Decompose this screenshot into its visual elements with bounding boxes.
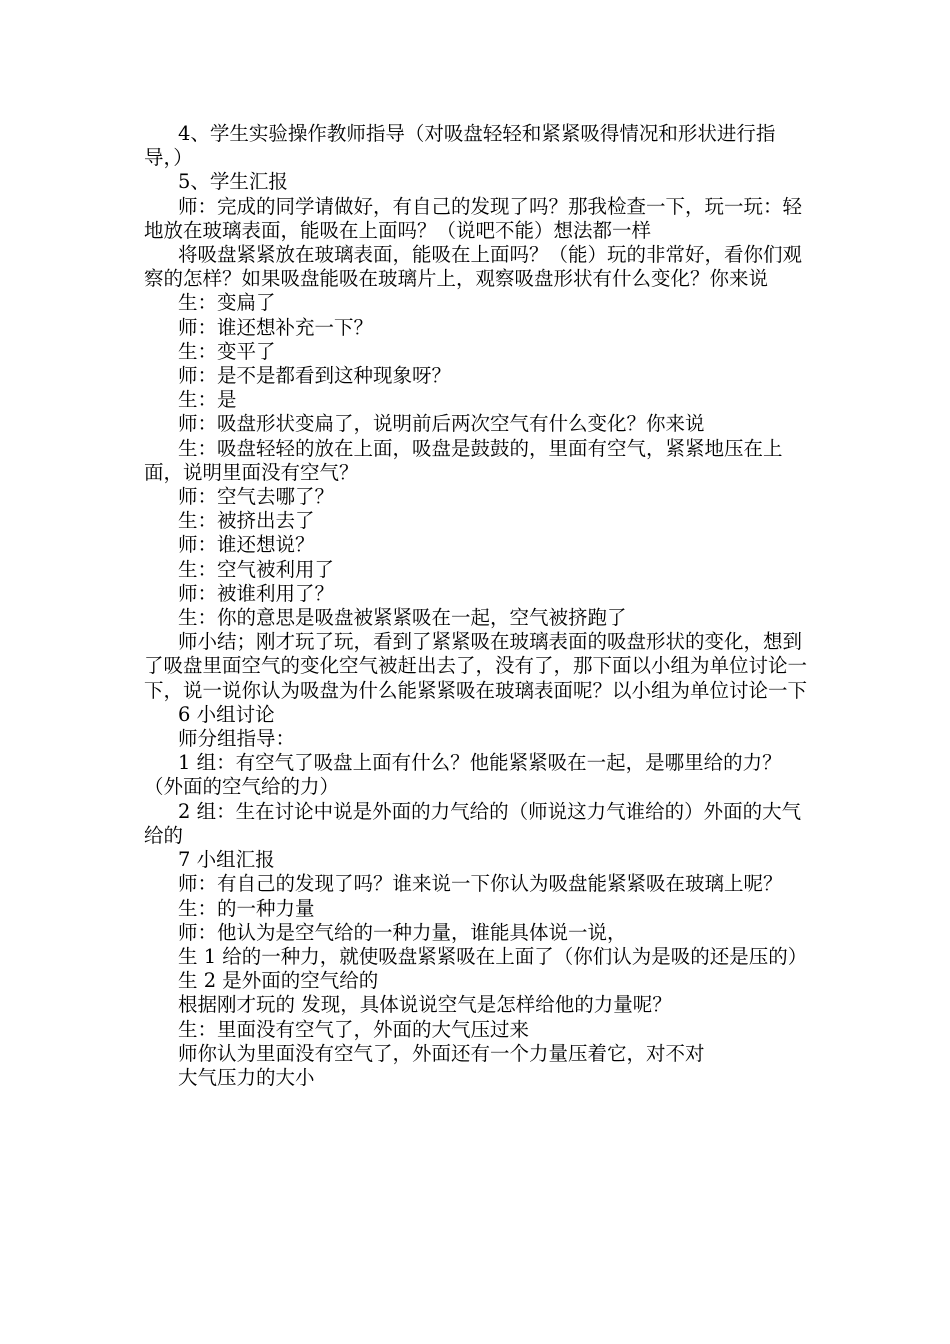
paragraph: 师：吸盘形状变扁了，说明前后两次空气有什么变化？你来说 xyxy=(178,412,705,436)
paragraph: 师：被谁利用了？ xyxy=(178,581,335,605)
paragraph: 生：里面没有空气了，外面的大气压过来 xyxy=(178,1017,530,1041)
paragraph-step-6: 6 小组讨论 xyxy=(178,702,275,726)
paragraph-step-7: 7 小组汇报 xyxy=(178,848,275,872)
paragraph: 生：吸盘轻轻的放在上面，吸盘是鼓鼓的，里面有空气，紧紧地压在上面，说明里面没有空气？ xyxy=(144,436,783,484)
paragraph: 师：空气去哪了？ xyxy=(178,485,335,509)
paragraph: 1 组：有空气了吸盘上面有什么？他能紧紧吸在一起，是哪里给的力？（外面的空气给的力） xyxy=(144,751,782,799)
paragraph: 生：你的意思是吸盘被紧紧吸在一起，空气被挤跑了 xyxy=(178,606,627,630)
paragraph: 生：空气被利用了 xyxy=(178,557,335,581)
paragraph: 师：谁还想补充一下？ xyxy=(178,315,374,339)
paragraph: 生 1 给的一种力，就使吸盘紧紧吸在上面了（你们认为是吸的还是压的） xyxy=(178,944,808,968)
paragraph: 师：谁还想说？ xyxy=(178,533,315,557)
paragraph: 师：是不是都看到这种现象呀？ xyxy=(178,364,452,388)
paragraph-step-4: 4、学生实验操作教师指导（对吸盘轻轻和紧紧吸得情况和形状进行指导，） xyxy=(144,122,776,170)
paragraph: 生：被挤出去了 xyxy=(178,509,315,533)
paragraph: 将吸盘紧紧放在玻璃表面，能吸在上面吗？（能）玩的非常好，看你们观察的怎样？如果吸盘能吸在玻璃片上，观察吸盘形状有什么变化？你来说 xyxy=(144,243,803,291)
paragraph: 师：他认为是空气给的一种力量，谁能具体说一说， xyxy=(178,920,627,944)
paragraph: 根据刚才玩的 发现，具体说说空气是怎样给他的力量呢？ xyxy=(178,993,672,1017)
paragraph: 生：是 xyxy=(178,388,237,412)
paragraph: 师：完成的同学请做好，有自己的发现了吗？那我检查一下，玩一玩：轻地放在玻璃表面，能吸在上面吗？（说吧不能）想法都一样 xyxy=(144,194,803,242)
paragraph: 生：变平了 xyxy=(178,339,276,363)
paragraph: 师分组指导： xyxy=(178,727,296,751)
document-body xyxy=(144,122,812,1090)
paragraph: 师你认为里面没有空气了，外面还有一个力量压着它，对不对 xyxy=(178,1041,705,1065)
paragraph-step-5: 5、学生汇报 xyxy=(178,170,288,194)
paragraph: 2 组：生在讨论中说是外面的力气给的（师说这力气谁给的）外面的大气给的 xyxy=(144,799,802,847)
paragraph: 师：有自己的发现了吗？谁来说一下你认为吸盘能紧紧吸在玻璃上呢？ xyxy=(178,872,783,896)
paragraph: 生：的一种力量 xyxy=(178,896,315,920)
paragraph-summary: 师小结；刚才玩了玩，看到了紧紧吸在玻璃表面的吸盘形状的变化，想到了吸盘里面空气的变化空气被赶出去了，没有了，那下面以小组为单位讨论一下，说一说你认为吸盘为什么能紧紧吸在玻璃表面呢？以小组为单位讨论一下 xyxy=(144,630,808,702)
paragraph: 大气压力的大小 xyxy=(178,1065,315,1089)
paragraph: 生：变扁了 xyxy=(178,291,276,315)
paragraph: 生 2 是外面的空气给的 xyxy=(178,969,379,993)
